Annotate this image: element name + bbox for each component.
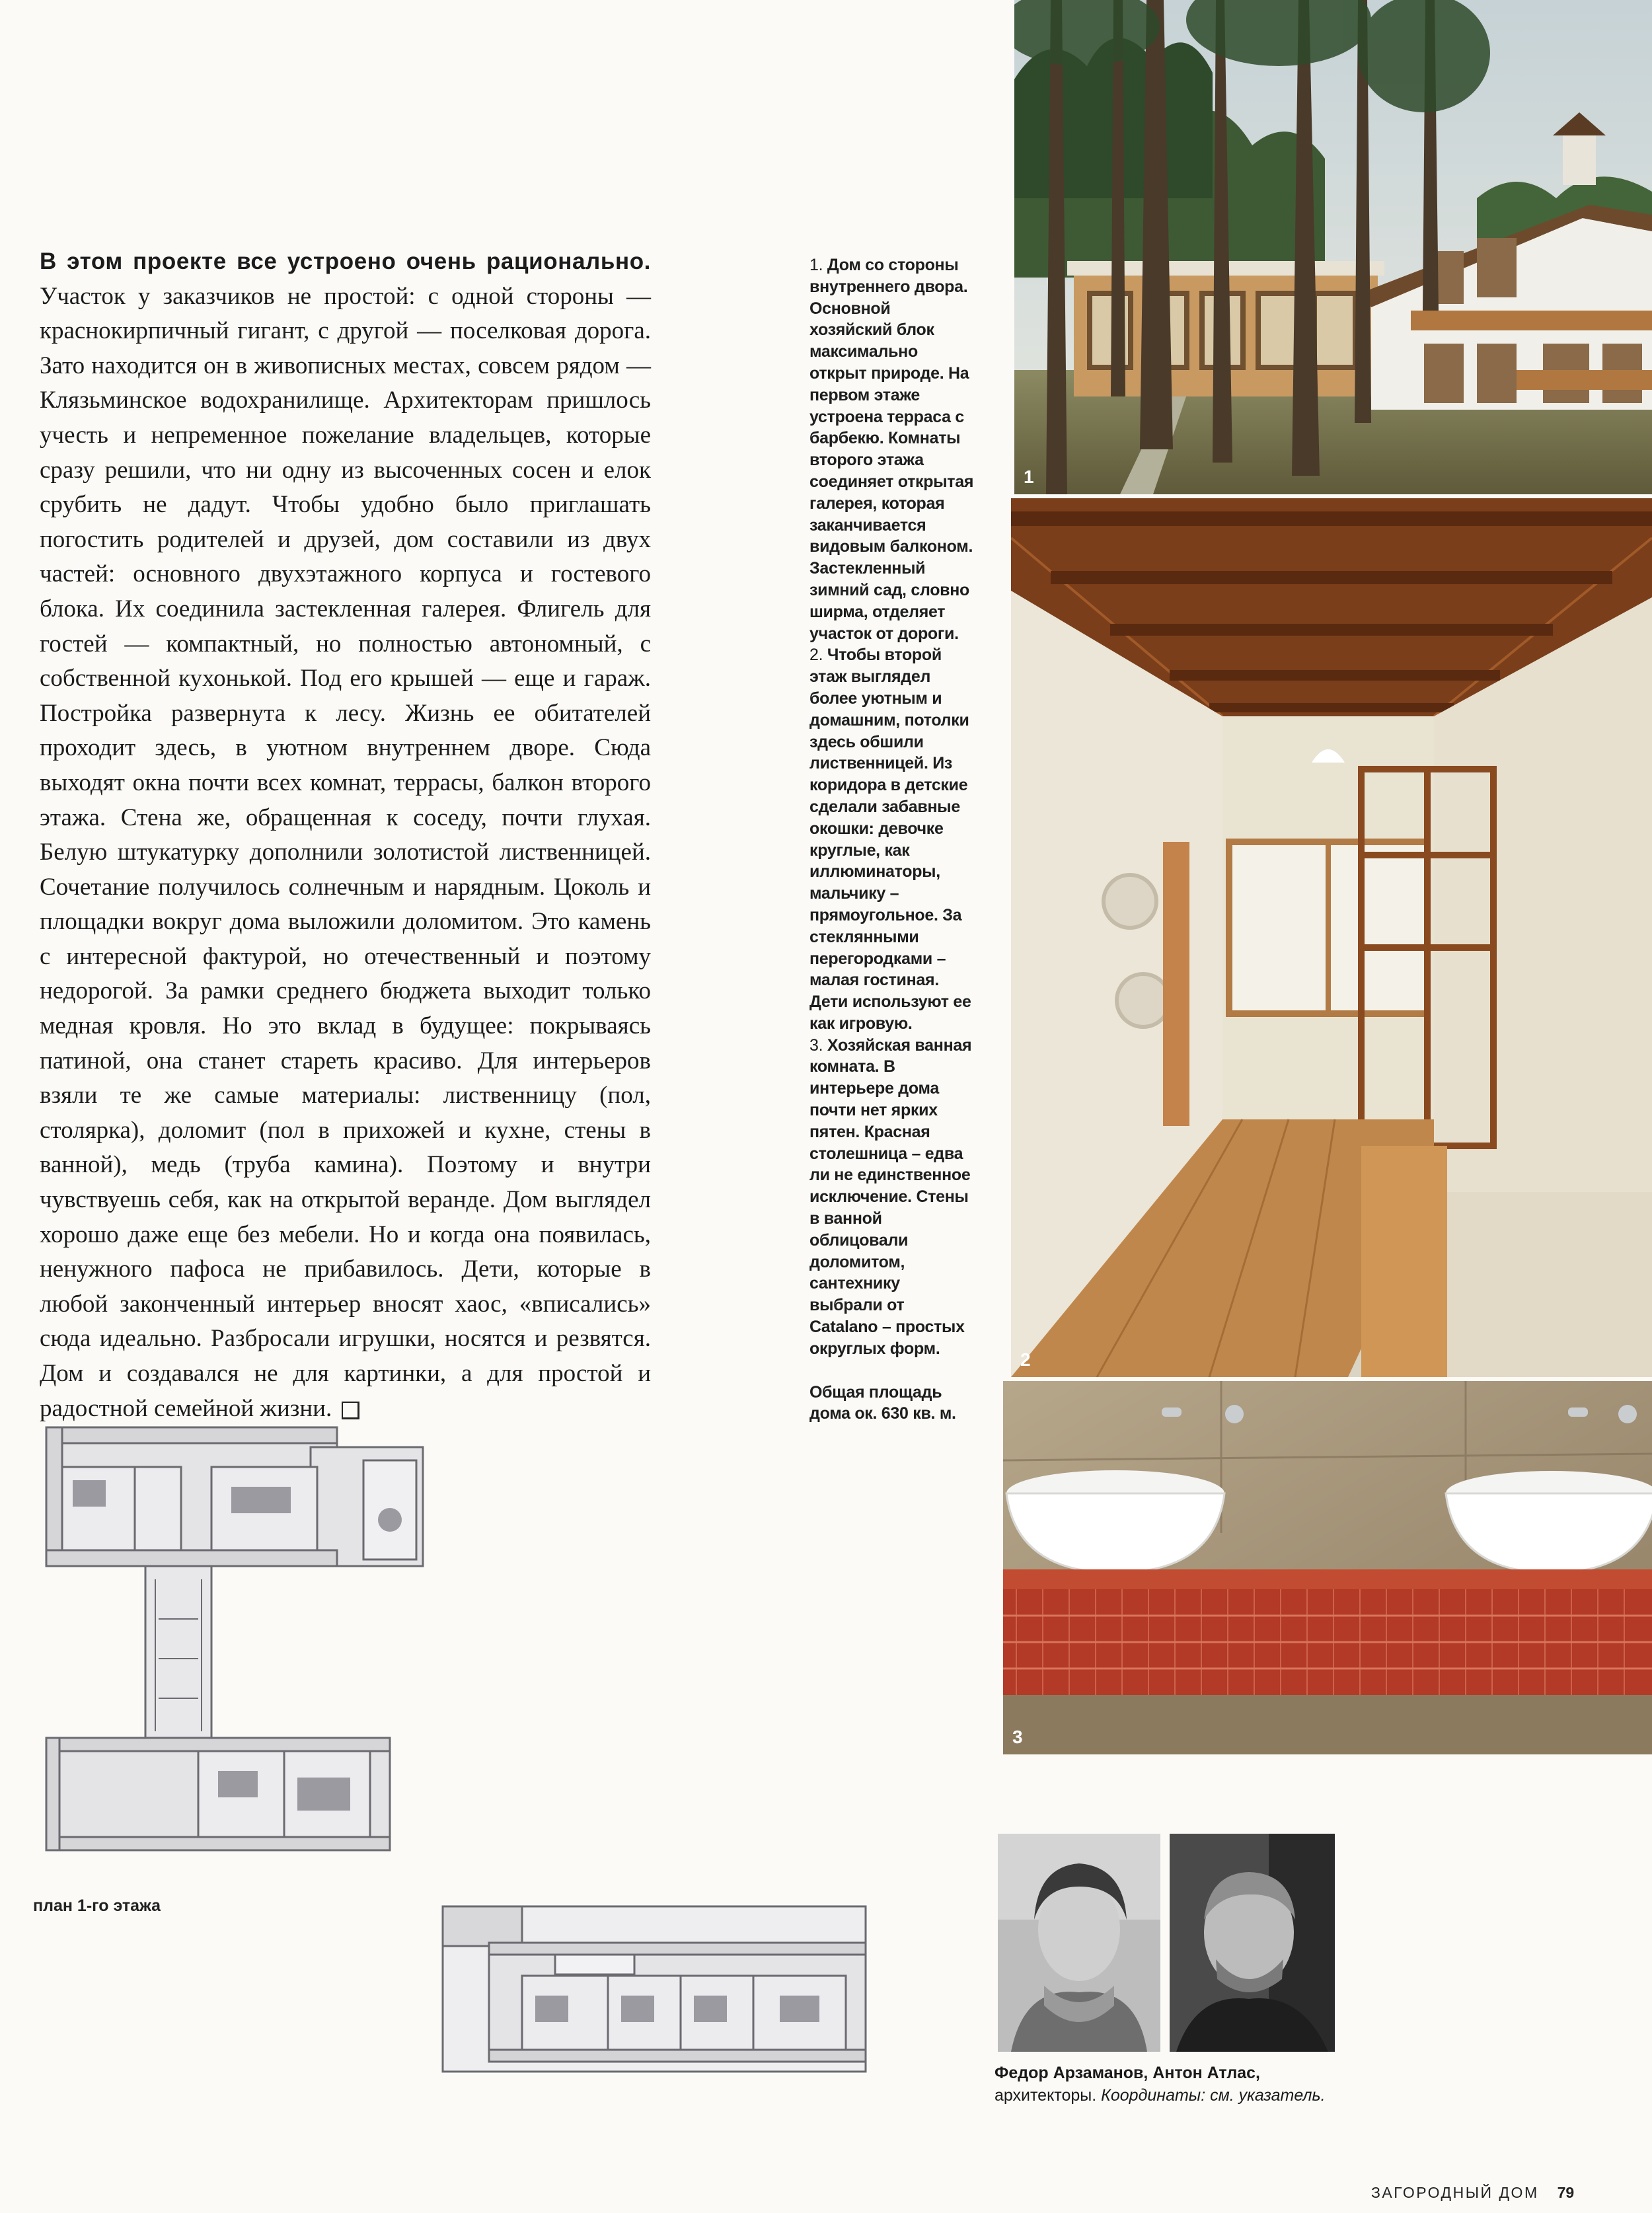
portrait-2-image (1170, 1834, 1335, 2052)
total-area-note: Общая площадь дома ок. 630 кв. м. (809, 1382, 956, 1423)
corridor-image (1011, 498, 1652, 1377)
article-body: Участок у заказчиков не простой: с одной стороны — краснокирпичный гигант, с другой — поселковая дорога. Зато находится он в живописных местах, совсем рядом — Клязьминское водохранилище. Архитекторам пришлось учесть и непременное пожелание владельцев, которые сразу решили, что ни одну из высоченных сосен и елок срубить не дадут. Чтобы удобно было приглашать погостить родителей и друзей, дом составили из двух частей: основного двухэтажного корпуса и гостевого блока. Их соединила застекленная галерея. Флигель для гостей — компактный, но полностью автономный, с собственной кухонькой. Под его крышей — еще и гараж. Постройка развернута к лесу. Жизнь ее обитателей проходит здесь, в уютном внутреннем дворе. Сюда выходят окна почти всех комнат, террасы, балкон второго этажа. Стена же, обращенная к соседу, почти глухая. Белую штукатурку дополнили золотистой лиственницей. Сочетание получилось солнечным и нарядным. Цоколь и площадки вокруг дома выложили доломитом. Это камень с интересной фактурой, но отечественный и поэтому недорогой. За рамки среднего бюджета выходит только медная кровля. Но это вклад в будущее: покрываясь патиной, она станет стареть красиво. Для интерьеров взяли те же самые материалы: лиственницу (пол, столярка), доломит (пол в прихожей и кухне, стены в ванной), медь (труба камина). Поэтому и внутри чувствуешь себя, как на открытой веранде. Дом выглядел хорошо даже еще без мебели. Но и когда она появилась, ненужного пафоса не прибавилось. Дети, которые в любой законченный интерьер вносят хаос, «вписались» сюда идеально. Разбросали игрушки, носятся и резвятся. Дом и создавался не для картинки, а для простой и радостной семейной жизни. (40, 282, 651, 1422)
magazine-name: ЗАГОРОДНЫЙ ДОМ (1371, 2184, 1539, 2201)
caption-2: 2. Чтобы второй этаж выглядел более уютным и домашним, потолки здесь обшили лиственницей. Из коридора в детские сделали забавные окошки: девочке круглые, как иллюминаторы, мальчику – прямоугольное. За стеклянными перегородками – малая гостиная. Дети используют ее как игровую. (809, 646, 971, 1033)
architects-names: Федор Арзаманов, Антон Атлас, (995, 2064, 1260, 2082)
portrait-anton-atlas (1170, 1834, 1335, 2052)
house-exterior-image (1014, 0, 1652, 494)
portrait-fedor-arzamanov (998, 1834, 1160, 2052)
photo-corridor-interior (1011, 498, 1652, 1377)
architects-role: архитекторы. (995, 2086, 1097, 2105)
photo-number-1: 1 (1024, 467, 1034, 487)
floor-plan-1-drawing (33, 1421, 430, 1857)
caption-3: 3. Хозяйская ванная комната. В интерьере дома почти нет ярких пятен. Красная столешница – едва ли не единственное исключение. Стены в ванной облицовали доломитом, сантехнику выбрали от Catalano – простых округлых форм. (809, 1035, 972, 1358)
floor-plan-2-drawing (436, 1903, 872, 2075)
architects-credit (995, 2062, 1338, 2107)
photo-bathroom (1003, 1381, 1652, 1754)
bathroom-image (1003, 1381, 1652, 1754)
article-lead: В этом проекте все устроено очень рационально. (40, 248, 651, 274)
floor-plan-1 (33, 1421, 430, 1857)
photo-number-3: 3 (1012, 1727, 1023, 1747)
floor-plan-1-label: план 1-го этажа (33, 1896, 161, 1915)
photo-captions (809, 254, 975, 1425)
article-text (40, 244, 651, 1426)
page-footer (1371, 2184, 1574, 2202)
portrait-1-image (998, 1834, 1160, 2052)
coordinates-note: Координаты: см. указатель. (1101, 2086, 1326, 2105)
photo-number-2: 2 (1020, 1349, 1031, 1370)
page-number: 79 (1557, 2184, 1575, 2201)
end-mark-icon (342, 1402, 359, 1419)
photo-house-exterior (1014, 0, 1652, 494)
caption-1: 1. Дом со стороны внутреннего двора. Основной хозяйский блок максимально открыт природе. На первом этаже устроена терраса с барбекю. Комнаты второго этажа соединяет открытая галерея, которая заканчивается видовым балконом. Застекленный зимний сад, словно ширма, отделяет участок от дороги. (809, 256, 974, 643)
floor-plan-2 (436, 1903, 872, 2075)
